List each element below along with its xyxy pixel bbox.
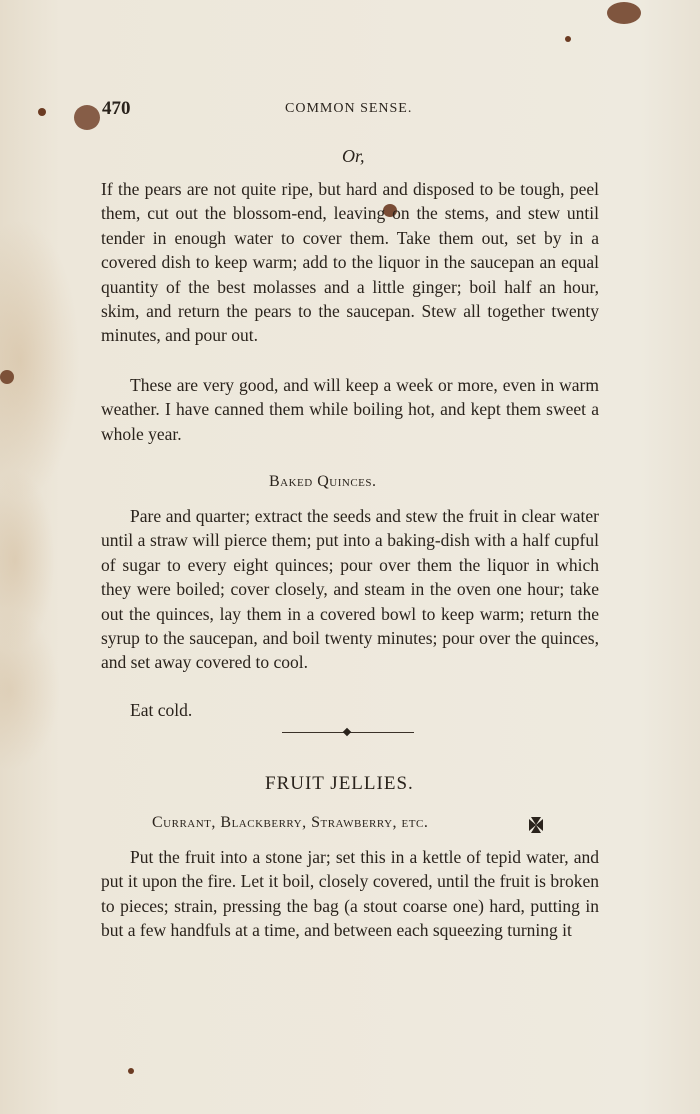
ink-stain: [607, 2, 641, 24]
pears-paragraph-2: These are very good, and will keep a week or more, even in warm weather. I have canned them while boiling hot, and kept them sweet a whole year.: [101, 375, 599, 444]
ink-stain: [128, 1068, 134, 1074]
diamond-ornament-icon: [343, 728, 351, 736]
page-header: [0, 98, 700, 122]
jellies-paragraph-1: Put the fruit into a stone jar; set this in a kettle of tepid water, and put it upon the fire. Let it boil, closely covered, until the fruit is broken to pieces; strain, pressing the bag (a stout coarse one) hard, putting in but a few handfuls at a time, and between each squeezing turning it: [101, 847, 599, 941]
fruit-jellies-subtitle: Currant, Blackberry, Strawberry, etc.: [152, 814, 429, 831]
ink-stain: [0, 370, 14, 384]
running-head: COMMON SENSE.: [285, 101, 413, 116]
pears-paragraph-1: If the pears are not quite ripe, but hard and disposed to be tough, peel them, cut out the blossom-end, leaving on the stems, and stew until tender in enough water to cover them. Take them out, set by in a covered dish to keep warm; add to the liquor in the saucepan an equal quantity of the best molasses and a little ginger; boil half an hour, skim, and return the pears to the saucepan. Stew all together twenty minutes, and pour out.: [101, 179, 599, 346]
maltese-cross-icon: [525, 816, 547, 834]
ink-stain: [565, 36, 571, 42]
recipe-subtitle: Or,: [342, 146, 365, 166]
baked-quinces-title: Baked Quinces.: [269, 473, 377, 490]
page-number: 470: [102, 98, 131, 119]
quinces-paragraph-2: Eat cold.: [130, 700, 193, 720]
quinces-paragraph-1: Pare and quarter; extract the seeds and stew the fruit in clear water until a straw will pierce them; put into a baking-dish with a half cupful of sugar to every eight quinces; pour over them the liquor in which they were boiled; cover closely, and steam in the oven one hour; take out the quinces, lay them in a covered bowl to keep warm; return the syrup to the saucepan, and boil twenty minutes; pour over the quinces, and set away covered to cool.: [101, 506, 599, 673]
fruit-jellies-title: FRUIT JELLIES.: [265, 773, 414, 794]
